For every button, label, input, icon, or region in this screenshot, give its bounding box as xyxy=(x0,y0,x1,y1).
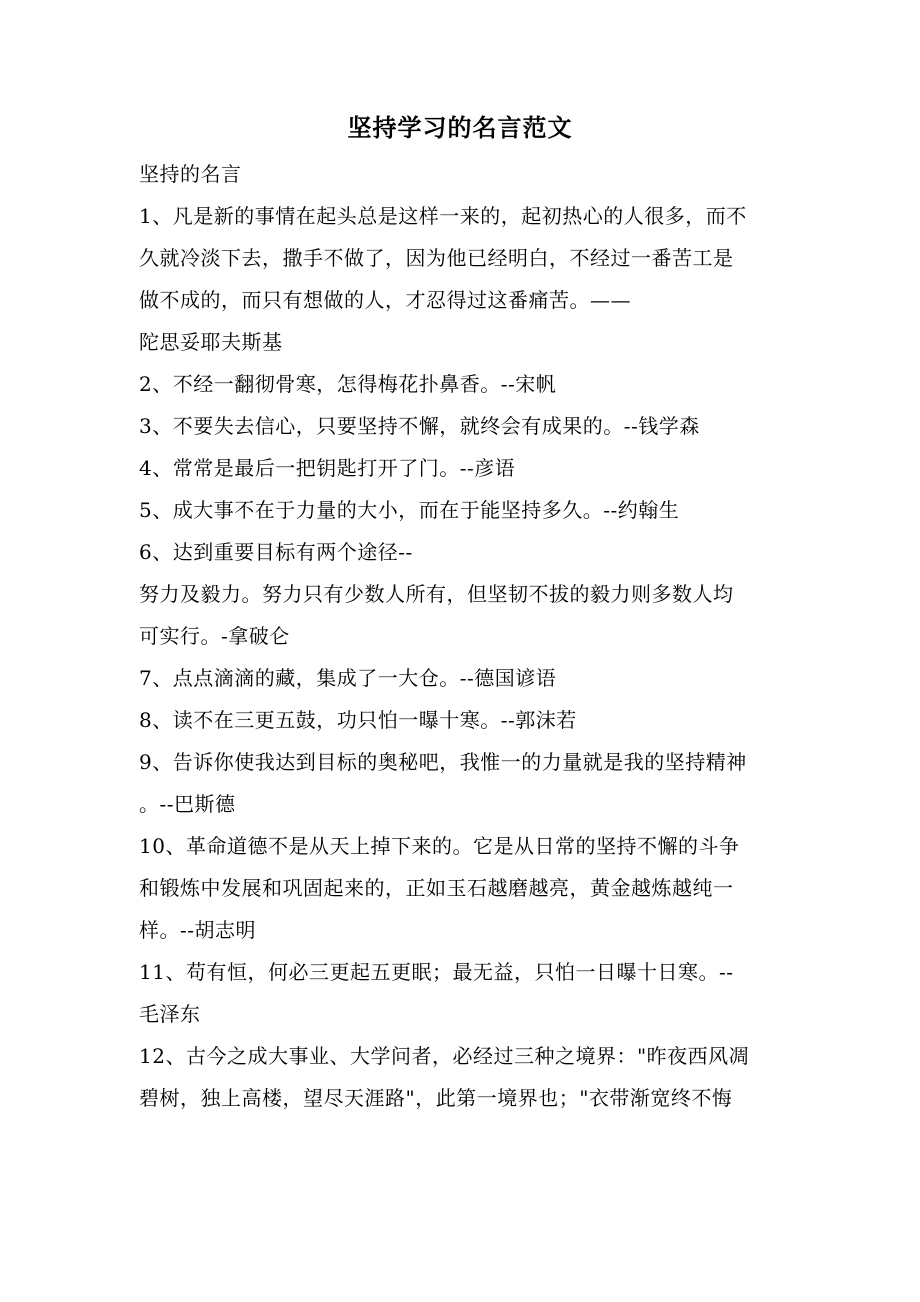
text-line: 和锻炼中发展和巩固起来的，正如玉石越磨越亮，黄金越炼越纯一 xyxy=(139,876,734,900)
text-line: 1、凡是新的事情在起头总是这样一来的，起初热心的人很多，而不 xyxy=(139,204,747,228)
text-line: 做不成的，而只有想做的人，才忍得过这番痛苦。—— xyxy=(139,288,631,312)
text-line: 7、点点滴滴的藏，集成了一大仓。--德国谚语 xyxy=(139,666,557,690)
text-line: 10、革命道德不是从天上掉下来的。它是从日常的坚持不懈的斗争 xyxy=(139,834,740,858)
text-line: 样。--胡志明 xyxy=(139,918,257,942)
text-line: 陀思妥耶夫斯基 xyxy=(139,330,283,354)
text-line: 6、达到重要目标有两个途径-- xyxy=(139,540,413,564)
text-line: 8、读不在三更五鼓，功只怕一曝十寒。--郭沫若 xyxy=(139,708,577,732)
text-line: 努力及毅力。努力只有少数人所有，但坚韧不拔的毅力则多数人均 xyxy=(139,582,734,606)
document-title: 坚持学习的名言范文 xyxy=(347,113,573,142)
text-line: 12、古今之成大事业、大学问者，必经过三种之境界："昨夜西风凋 xyxy=(139,1044,750,1068)
text-line: 坚持的名言 xyxy=(139,162,242,186)
text-line: 。--巴斯德 xyxy=(139,792,236,816)
text-line: 5、成大事不在于力量的大小，而在于能坚持多久。--约翰生 xyxy=(139,498,680,522)
text-line: 11、苟有恒，何必三更起五更眠；最无益，只怕一日曝十日寒。-- xyxy=(139,960,734,984)
text-line: 3、不要失去信心，只要坚持不懈，就终会有成果的。--钱学森 xyxy=(139,414,700,438)
text-line: 9、告诉你使我达到目标的奥秘吧，我惟一的力量就是我的坚持精神 xyxy=(139,750,747,774)
text-line: 毛泽东 xyxy=(139,1002,201,1026)
text-line: 碧树，独上高楼，望尽天涯路"，此第一境界也；"衣带渐宽终不悔 xyxy=(139,1086,733,1110)
text-line: 2、不经一翻彻骨寒，怎得梅花扑鼻香。--宋帆 xyxy=(139,372,557,396)
text-line: 4、常常是最后一把钥匙打开了门。--彦语 xyxy=(139,456,516,480)
text-line: 可实行。-拿破仑 xyxy=(139,624,290,648)
text-line: 久就冷淡下去，撒手不做了，因为他已经明白，不经过一番苦工是 xyxy=(139,246,734,270)
